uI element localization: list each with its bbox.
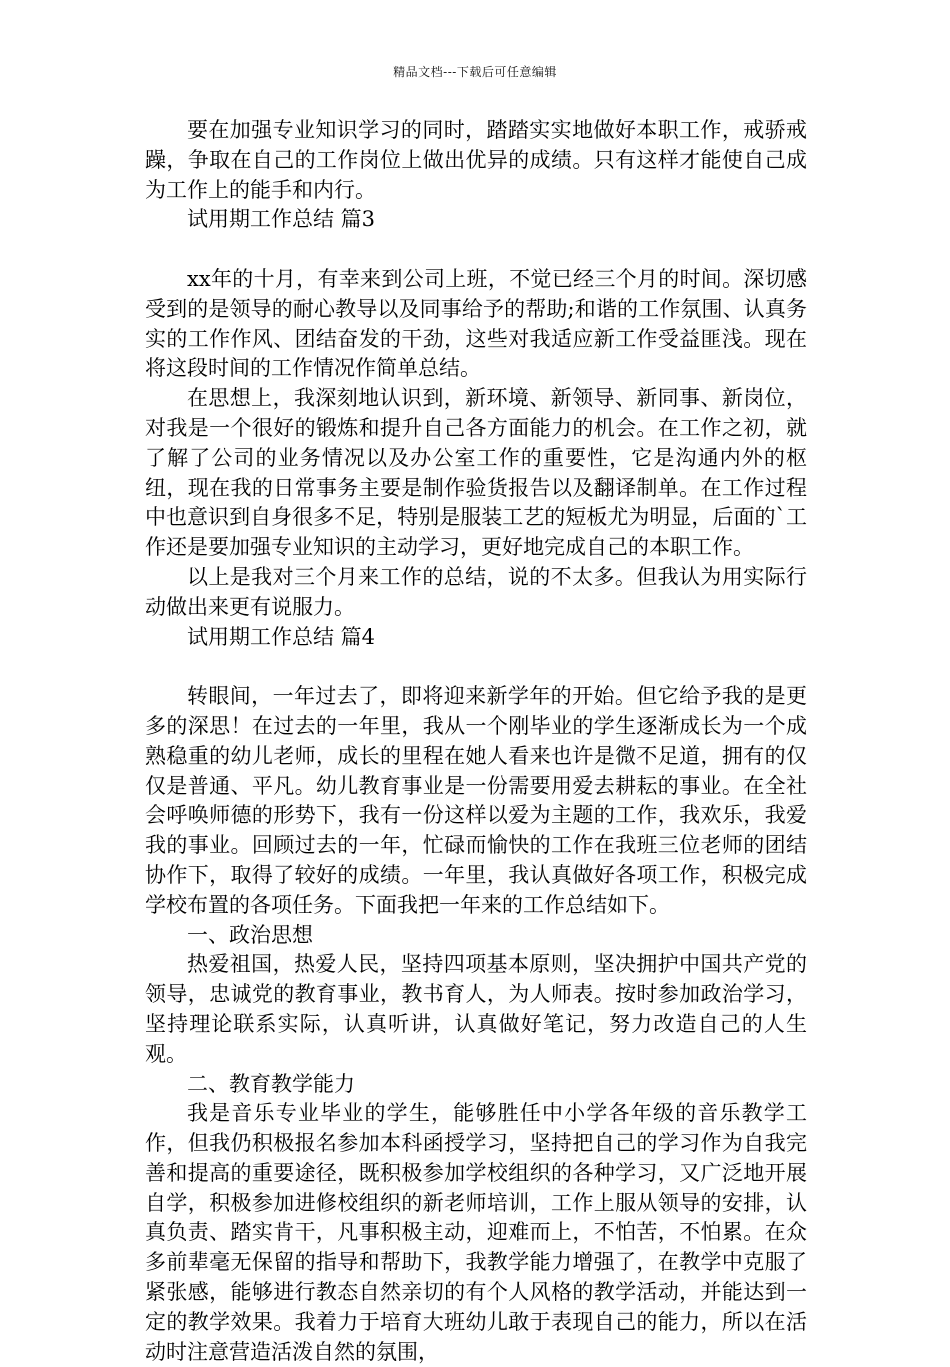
section-title-4: 试用期工作总结 篇4	[187, 624, 376, 649]
paragraph-3: 在思想上，我深刻地认识到，新环境、新领导、新同事、新岗位，对我是一个很好的锻炼和提升自己各方面能力的机会。在工作之初，就了解了公司的业务情况以及办公室工作的重要性，它是沟通内外的枢纽，现在我的日常事务主要是制作验货报告以及翻译制单。在工作过程中也意识到自身很多不足，特别是服装工艺的短板尤为明显，后面的`工作还是要加强专业知识的主动学习，更好地完成自己的本职工作。	[145, 386, 807, 560]
paragraph-2: xx年的十月，有幸来到公司上班，不觉已经三个月的时间。深切感受到的是领导的耐心教导以及同事给予的帮助;和谐的工作氛围、认真务实的工作作风、团结奋发的干劲，这些对我适应新工作受益匪浅。现在将这段时间的工作情况作简单总结。	[145, 266, 807, 381]
paragraph-5: 转眼间，一年过去了，即将迎来新学年的开始。但它给予我的是更多的深思！在过去的一年里，我从一个刚毕业的学生逐渐成长为一个成熟稳重的幼儿老师，成长的里程在她人看来也许是微不足道，拥有的仅仅是普通、平凡。幼儿教育事业是一份需要用爱去耕耘的事业。在全社会呼唤师德的形势下，我有一份这样以爱为主题的工作，我欢乐，我爱我的事业。回顾过去的一年，忙碌而愉快的工作在我班三位老师的团结协作下，取得了较好的成绩。一年里，我认真做好各项工作，积极完成学校布置的各项任务。下面我把一年来的工作总结如下。	[145, 684, 807, 917]
paragraph-1: 要在加强专业知识学习的同时，踏踏实实地做好本职工作，戒骄戒躁，争取在自己的工作岗位上做出优异的成绩。只有这样才能使自己成为工作上的能手和内行。	[145, 118, 807, 202]
subheading-teaching: 二、教育教学能力	[187, 1071, 355, 1096]
subheading-politics: 一、政治思想	[187, 922, 313, 947]
document-body	[145, 116, 807, 1367]
paragraph-7: 我是音乐专业毕业的学生，能够胜任中小学各年级的音乐教学工作，但我仍积极报名参加本科函授学习，坚持把自己的学习作为自我完善和提高的重要途径，既积极参加学校组织的各种学习，又广泛地开展自学，积极参加进修校组织的新老师培训，工作上服从领导的安排，认真负责、踏实肯干，凡事积极主动，迎难而上，不怕苦，不怕累。在众多前辈毫无保留的指导和帮助下，我教学能力增强了，在教学中克服了紧张感，能够进行教态自然亲切的有个人风格的教学活动，并能达到一定的教学效果。我着力于培育大班幼儿敢于表现自己的能力，所以在活动时注意营造活泼自然的氛围，	[145, 1101, 807, 1364]
paragraph-6: 热爱祖国，热爱人民，坚持四项基本原则，坚决拥护中国共产党的领导，忠诚党的教育事业，教书育人，为人师表。按时参加政治学习，坚持理论联系实际，认真听讲，认真做好笔记，努力改造自己的人生观。	[145, 952, 807, 1066]
paragraph-4: 以上是我对三个月来工作的总结，说的不太多。但我认为用实际行动做出来更有说服力。	[145, 564, 807, 619]
section-title-3: 试用期工作总结 篇3	[187, 207, 376, 232]
blank-line	[145, 235, 807, 265]
page-header: 精品文档---下载后可任意编辑	[393, 65, 557, 79]
blank-line	[145, 652, 807, 682]
